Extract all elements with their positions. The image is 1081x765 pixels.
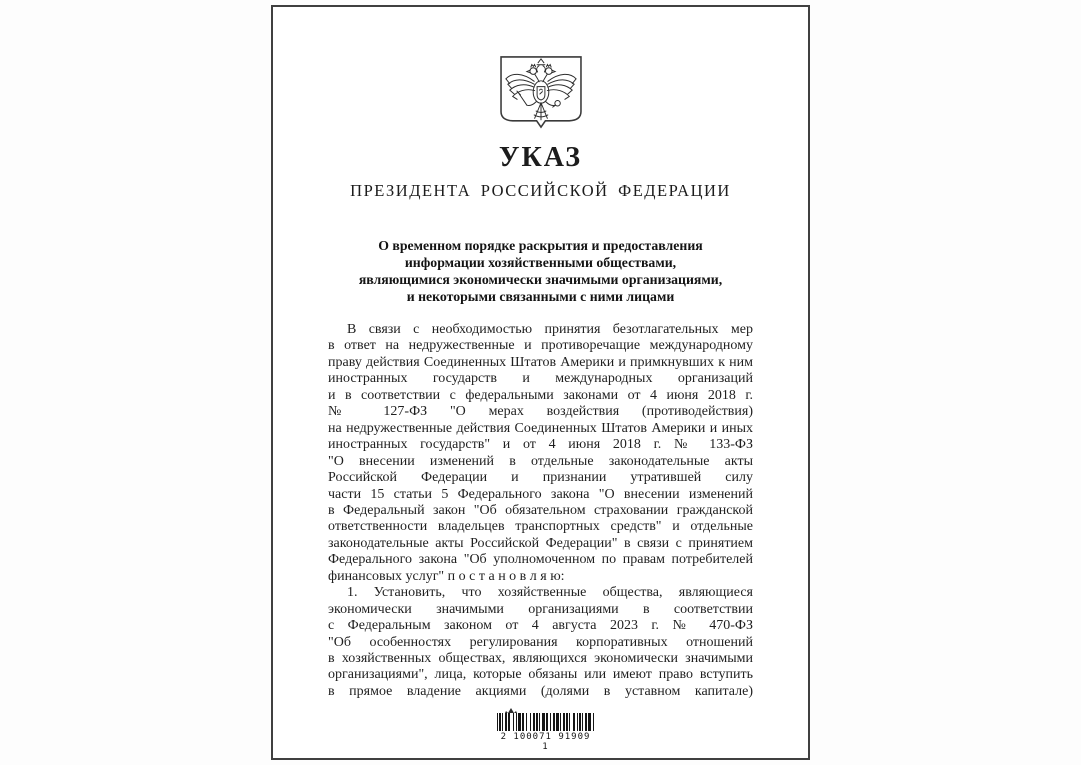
barcode-block <box>497 703 595 752</box>
body-line: в Федеральный закон "Об обязательном страховании гражданской <box>328 502 753 518</box>
body-line: экономически значимыми организациями в соответствии <box>328 601 753 617</box>
coat-of-arms-icon <box>497 54 585 132</box>
body-line: № 127-ФЗ "О мерах воздействия (противодействия) <box>328 404 753 420</box>
body-line: законодательные акты Российской Федерации" в связи с принятием <box>328 535 753 551</box>
barcode-number: 2 100071 91909 1 <box>500 732 591 753</box>
body-line: В связи с необходимостью принятия безотлагательных мер <box>347 321 753 337</box>
body-line: 1. Установить, что хозяйственные общества, являющиеся <box>347 585 753 601</box>
body-line: части 15 статьи 5 Федерального закона "О внесении изменений <box>328 486 753 502</box>
publisher-eagle-icon <box>503 703 519 712</box>
subject-line: являющимися экономически значимыми организациями, <box>358 271 723 287</box>
body-line: с Федеральным законом от 4 августа 2023 г. № 470-ФЗ <box>328 618 753 634</box>
body-line: финансовых услуг" п о с т а н о в л я ю: <box>328 568 565 584</box>
body-line: Федерального закона "Об уполномоченном по правам потребителей <box>328 552 753 568</box>
body-line: праву действия Соединенных Штатов Америки и примкнувших к ним <box>328 354 753 370</box>
body-line: в ответ на недружественные и противоречащие международному <box>328 338 753 354</box>
subject-line: и некоторыми связанными с ними лицами <box>406 288 675 304</box>
barcode-bars <box>497 713 595 731</box>
body-line: иностранных государств и международных организаций <box>328 371 753 387</box>
body-line: организациями", лица, которые обязаны или имеют право вступить <box>328 667 753 683</box>
body-line: в прямое владение акциями (долями в уставном капитале) <box>328 683 753 699</box>
decree-subject <box>321 237 761 305</box>
body-line: и в соответствии с федеральными законами от 4 июня 2018 г. <box>328 387 753 403</box>
body-line: в хозяйственных обществах, являющихся экономически значимыми <box>328 651 753 667</box>
body-line: на недружественные действия Соединенных Штатов Америки и иных <box>328 420 753 436</box>
body-line: ответственности владельцев транспортных средств" и отдельные <box>328 519 753 535</box>
decree-page <box>271 5 810 760</box>
body-line: "Об особенностях регулирования корпоративных отношений <box>328 634 753 650</box>
decree-body <box>328 322 753 700</box>
decree-title: УКАЗ <box>498 142 583 173</box>
body-line: "О внесении изменений в отдельные законодательные акты <box>328 453 753 469</box>
body-line: иностранных государств" и от 4 июня 2018 г. № 133-ФЗ <box>328 437 753 453</box>
body-line: Российской Федерации и признании утратившей силу <box>328 470 753 486</box>
subject-line: О временном порядке раскрытия и предоставления <box>378 237 703 253</box>
subject-line: информации хозяйственными обществами, <box>404 254 677 270</box>
decree-issuer: ПРЕЗИДЕНТА РОССИЙСКОЙ ФЕДЕРАЦИИ <box>350 181 731 200</box>
